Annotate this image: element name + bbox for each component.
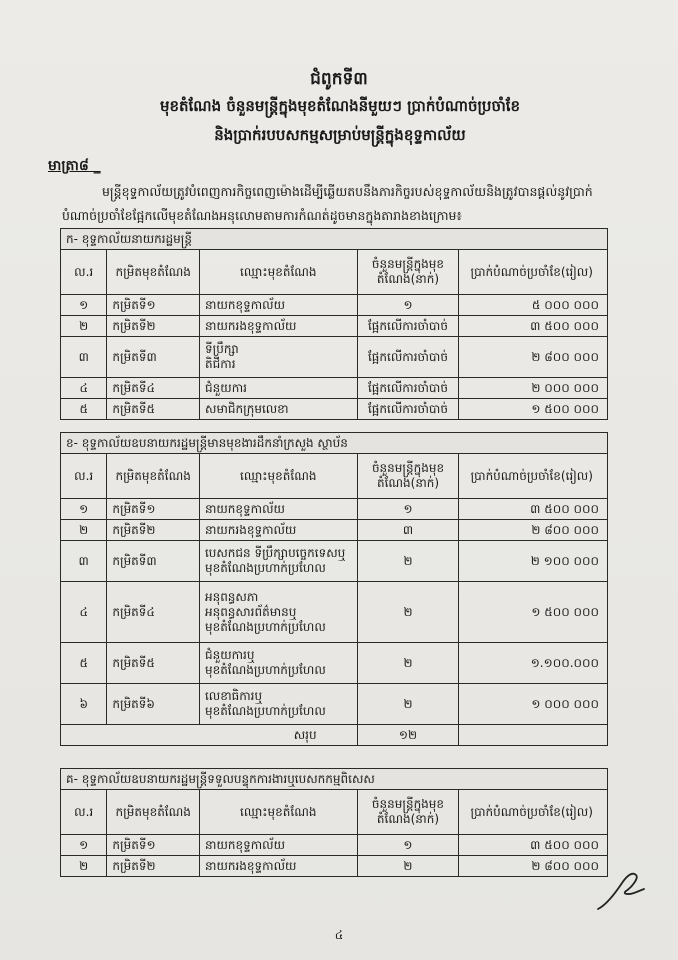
cell-position: ជំនួយការឬ មុខតំណែងប្រហាក់ប្រហែល bbox=[199, 643, 357, 684]
table-row bbox=[61, 316, 608, 337]
cell-position: លេខាធិការឬ មុខតំណែងប្រហាក់ប្រហែល bbox=[199, 684, 357, 725]
header-no: ល.រ bbox=[61, 790, 107, 835]
header-salary: ប្រាក់បំណាច់ប្រចាំខែ(រៀល) bbox=[459, 250, 608, 295]
header-no: ល.រ bbox=[61, 250, 107, 295]
cell-rank: កម្រិតទី៥ bbox=[107, 643, 200, 684]
cell-count: ២ bbox=[357, 541, 459, 582]
cell-no: ៥ bbox=[61, 643, 107, 684]
cell-no: ៦ bbox=[61, 684, 107, 725]
cell-salary: ១ ៥០០ ០០០ bbox=[459, 582, 608, 643]
cell-position: បេសកជន ទីប្រឹក្សាបច្ចេកទេសឬ មុខតំណែងប្រហាក់ប្រហែល bbox=[199, 541, 357, 582]
cell-count: ផ្អែកលើការចាំបាច់ bbox=[357, 399, 459, 420]
table-row bbox=[61, 643, 608, 684]
article-paragraph: មន្រ្តីខុទ្ទកាល័យត្រូវបំពេញការកិច្ចពេញម៉ោងដើម្បីឆ្លើយតបនឹងភារកិច្ចរបស់ខុទ្ទកាល័យនិងត្រូវបានផ្តល់នូវប្រាក់បំណាច់ប្រចាំខែផ្អែកលើមុខតំណែងអនុលោមតាមការកំណត់ដូចមានក្នុងតារាងខាងក្រោម៖ bbox=[62, 184, 593, 223]
cell-position: នាយកខុទ្ទកាល័យ bbox=[200, 295, 357, 316]
cell-no: ៥ bbox=[61, 399, 107, 420]
table-row bbox=[61, 337, 608, 378]
cell-count: ១ bbox=[357, 835, 459, 856]
cell-no: ២ bbox=[61, 520, 107, 541]
cell-rank: កម្រិតទី១ bbox=[107, 499, 200, 520]
cell-position: ទីប្រឹក្សា តិជីការ bbox=[200, 337, 357, 378]
cell-no: ១ bbox=[61, 835, 107, 856]
table-section-c bbox=[60, 768, 608, 877]
table-section-b bbox=[60, 432, 608, 746]
header-position: ឈ្មោះមុខតំណែង bbox=[199, 454, 357, 499]
cell-no: ៣ bbox=[61, 337, 107, 378]
cell-count: ២ bbox=[357, 582, 459, 643]
total-label: សរុប bbox=[61, 725, 358, 746]
cell-no: ៣ bbox=[61, 541, 107, 582]
table-row bbox=[61, 582, 608, 643]
cell-salary: ២ ៨០០ ០០០ bbox=[459, 856, 608, 877]
cell-position: នាយករងខុទ្ទកាល័យ bbox=[200, 316, 357, 337]
total-row bbox=[61, 725, 608, 746]
cell-no: ២ bbox=[61, 856, 107, 877]
cell-rank: កម្រិតទី២ bbox=[107, 520, 200, 541]
section-a-title: ក- ខុទ្ទកាល័យនាយករដ្ឋមន្ត្រី bbox=[61, 229, 608, 250]
cell-count: ផ្អែកលើការចាំបាច់ bbox=[357, 337, 459, 378]
cell-position: នាយកខុទ្ទកាល័យ bbox=[200, 835, 357, 856]
table-header-row bbox=[61, 454, 608, 499]
cell-salary: ១ ០០០ ០០០ bbox=[459, 684, 608, 725]
total-value: ១២ bbox=[357, 725, 459, 746]
cell-salary: ២ ៨០០ ០០០ bbox=[459, 520, 608, 541]
cell-rank: កម្រិតទី៣ bbox=[107, 541, 200, 582]
article-label: មាត្រា៨ _ bbox=[48, 158, 101, 174]
table-row bbox=[61, 295, 608, 316]
cell-salary: ៣ ៥០០ ០០០ bbox=[459, 499, 608, 520]
cell-rank: កម្រិតទី១ bbox=[107, 295, 200, 316]
cell-no: ១ bbox=[61, 295, 107, 316]
cell-rank: កម្រិតទី២ bbox=[107, 856, 200, 877]
table-section-a bbox=[60, 228, 608, 420]
table-row bbox=[61, 541, 608, 582]
cell-position: សមាជិកក្រុមលេខា bbox=[200, 399, 357, 420]
table-header-row bbox=[61, 790, 608, 835]
header-rank: កម្រិតមុខតំណែង bbox=[107, 790, 200, 835]
cell-salary: ៥ ០០០ ០០០ bbox=[459, 295, 608, 316]
section-c-title: គ- ខុទ្ទកាល័យឧបនាយករដ្ឋមន្ត្រីទទួលបន្ទុកការងារឬបេសកកម្មពិសេស bbox=[61, 769, 608, 790]
cell-position: ជំនួយការ bbox=[200, 378, 357, 399]
table-row bbox=[61, 499, 608, 520]
cell-no: ១ bbox=[61, 499, 107, 520]
cell-no: ៤ bbox=[61, 582, 107, 643]
table-header-row bbox=[61, 250, 608, 295]
header-no: ល.រ bbox=[61, 454, 107, 499]
table-row bbox=[61, 684, 608, 725]
cell-salary: ៣ ៥០០ ០០០ bbox=[459, 316, 608, 337]
cell-position: នាយករងខុទ្ទកាល័យ bbox=[200, 856, 357, 877]
cell-count: ២ bbox=[357, 684, 459, 725]
cell-salary: ២ ០០០ ០០០ bbox=[459, 378, 608, 399]
cell-count: ផ្អែកលើការចាំបាច់ bbox=[357, 378, 459, 399]
table-row bbox=[61, 856, 608, 877]
cell-count: ១ bbox=[357, 499, 459, 520]
cell-rank: កម្រិតទី២ bbox=[107, 316, 200, 337]
table-row bbox=[61, 378, 608, 399]
cell-salary: ៣ ៥០០ ០០០ bbox=[459, 835, 608, 856]
table-row bbox=[61, 520, 608, 541]
header-count: ចំនួនមន្ត្រីក្នុងមុខតំណែង(នាក់) bbox=[357, 790, 459, 835]
cell-count: ២ bbox=[357, 856, 459, 877]
cell-rank: កម្រិតទី១ bbox=[107, 835, 200, 856]
cell-no: ២ bbox=[61, 316, 107, 337]
cell-count: ៣ bbox=[357, 520, 459, 541]
header-position: ឈ្មោះមុខតំណែង bbox=[200, 790, 357, 835]
cell-count: ផ្អែកលើការចាំបាច់ bbox=[357, 316, 459, 337]
cell-position: នាយកខុទ្ទកាល័យ bbox=[199, 499, 357, 520]
cell-rank: កម្រិតទី៤ bbox=[107, 582, 200, 643]
title-line-2: និងប្រាក់របបសកម្មសម្រាប់មន្ត្រីក្នុងខុទ្ទកាល័យ bbox=[214, 126, 466, 144]
header-position: ឈ្មោះមុខតំណែង bbox=[200, 250, 357, 295]
cell-rank: កម្រិតទី៥ bbox=[107, 399, 200, 420]
header-salary: ប្រាក់បំណាច់ប្រចាំខែ(រៀល) bbox=[459, 454, 608, 499]
header-count: ចំនួនមន្ត្រីក្នុងមុខតំណែង(នាក់) bbox=[357, 454, 459, 499]
table-row bbox=[61, 399, 608, 420]
section-b-title: ខ- ខុទ្ទកាល័យឧបនាយករដ្ឋមន្ត្រីមានមុខងារដឹកនាំក្រសួង ស្ថាប័ន bbox=[61, 433, 608, 454]
signature-mark bbox=[592, 865, 652, 913]
cell-rank: កម្រិតទី៤ bbox=[107, 378, 200, 399]
header-salary: ប្រាក់បំណាច់ប្រចាំខែ(រៀល) bbox=[459, 790, 608, 835]
cell-position: នាយករងខុទ្ទកាល័យ bbox=[199, 520, 357, 541]
cell-count: ២ bbox=[357, 643, 459, 684]
cell-rank: កម្រិតទី៦ bbox=[107, 684, 200, 725]
header-rank: កម្រិតមុខតំណែង bbox=[107, 250, 200, 295]
page-number: ៤ bbox=[334, 928, 344, 942]
cell-salary: ២ ១០០ ០០០ bbox=[459, 541, 608, 582]
cell-no: ៤ bbox=[61, 378, 107, 399]
cell-count: ១ bbox=[357, 295, 459, 316]
cell-position: អនុពន្ធសភា អនុពន្ធសារព័ត៌មានឬ មុខតំណែងប្រហាក់ប្រហែល bbox=[199, 582, 357, 643]
header-rank: កម្រិតមុខតំណែង bbox=[107, 454, 200, 499]
chapter-heading: ជំពូកទី៣ bbox=[310, 69, 368, 89]
total-salary-empty bbox=[459, 725, 608, 746]
cell-salary: ១.១០០.០០០ bbox=[459, 643, 608, 684]
title-line-1: មុខតំណែង ចំនួនមន្រ្តីក្នុងមុខតំណែងនីមួយៗ ប្រាក់បំណាច់ប្រចាំខែ bbox=[159, 97, 521, 115]
header-count: ចំនួនមន្ត្រីក្នុងមុខតំណែង(នាក់) bbox=[357, 250, 459, 295]
cell-salary: ២ ៨០០ ០០០ bbox=[459, 337, 608, 378]
cell-rank: កម្រិតទី៣ bbox=[107, 337, 200, 378]
table-row bbox=[61, 835, 608, 856]
cell-salary: ១ ៥០០ ០០០ bbox=[459, 399, 608, 420]
